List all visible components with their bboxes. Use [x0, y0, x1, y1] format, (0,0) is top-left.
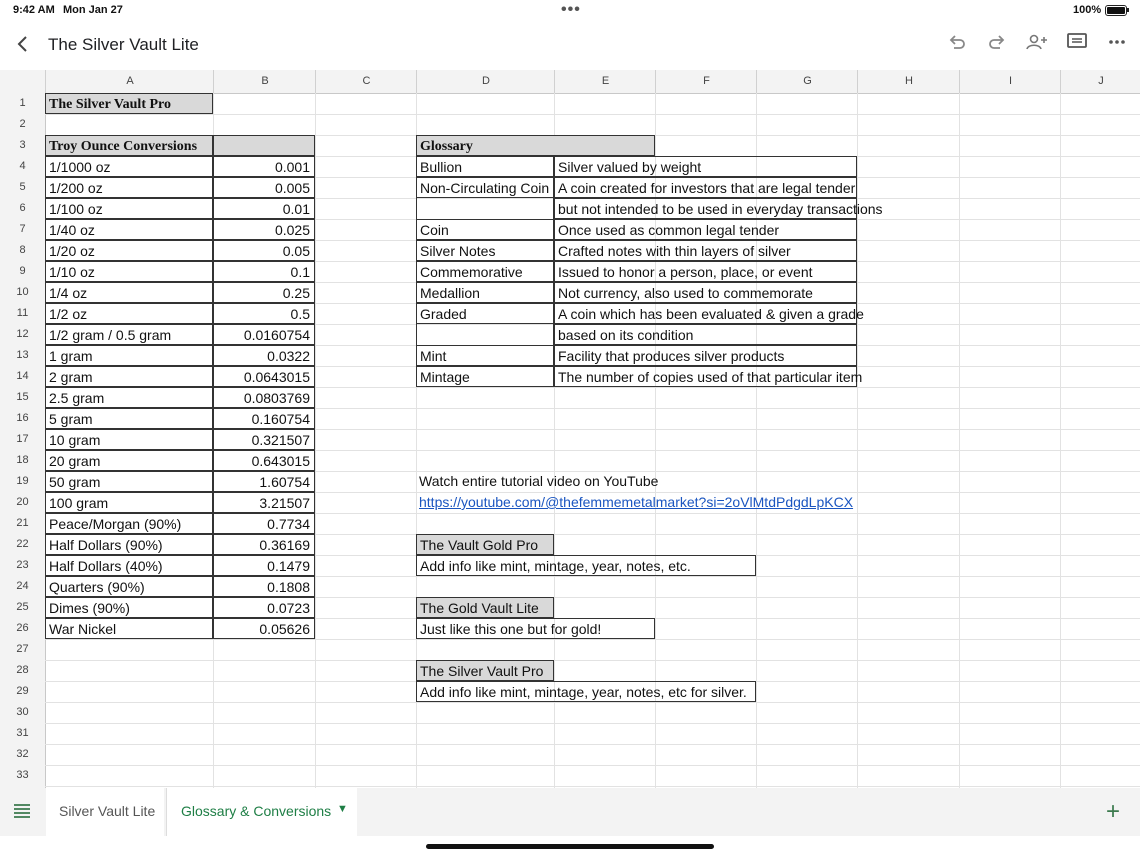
row-header-6[interactable]: 6 [19, 202, 26, 214]
conversion-label[interactable]: 1/1000 oz [45, 156, 213, 177]
grid-line [45, 765, 1140, 766]
conversion-label[interactable]: 1/2 gram / 0.5 gram [45, 324, 213, 345]
conversion-value[interactable]: 0.321507 [213, 429, 315, 450]
glossary-term[interactable] [416, 324, 554, 345]
battery-percent: 100% [1073, 4, 1102, 16]
glossary-definition[interactable]: Not currency, also used to commemorate [554, 282, 857, 303]
column-header-i[interactable]: I [959, 70, 1061, 93]
glossary-term[interactable]: Coin [416, 219, 554, 240]
column-header-b[interactable]: B [213, 70, 316, 93]
row-header-30[interactable]: 30 [16, 706, 29, 718]
row-header-32[interactable]: 32 [16, 748, 29, 760]
row-header-13[interactable]: 13 [16, 349, 29, 361]
more-icon[interactable] [1105, 32, 1129, 56]
row-header-27[interactable]: 27 [16, 643, 29, 655]
row-header-1[interactable]: 1 [19, 97, 26, 109]
column-header-h[interactable]: H [857, 70, 960, 93]
promo-description[interactable]: Just like this one but for gold! [416, 618, 655, 639]
conversion-label[interactable]: 100 gram [45, 492, 213, 513]
row-header-19[interactable]: 19 [16, 475, 29, 487]
column-header-j[interactable]: J [1060, 70, 1140, 93]
tutorial-text[interactable]: Watch entire tutorial video on YouTube [419, 473, 659, 489]
glossary-term[interactable]: Non-Circulating Coin [416, 177, 554, 198]
conversion-value[interactable]: 0.5 [213, 303, 315, 324]
row-header-24[interactable]: 24 [16, 580, 29, 592]
undo-icon[interactable] [945, 32, 969, 56]
conversion-value[interactable]: 0.36169 [213, 534, 315, 555]
conversion-value[interactable]: 0.0803769 [213, 387, 315, 408]
conversion-value[interactable]: 0.160754 [213, 408, 315, 429]
glossary-term[interactable]: Mint [416, 345, 554, 366]
row-header-31[interactable]: 31 [16, 727, 29, 739]
tab-label: Glossary & Conversions [181, 803, 332, 819]
row-header-17[interactable]: 17 [16, 433, 29, 445]
conversion-value[interactable]: 0.0723 [213, 597, 315, 618]
conversion-label[interactable]: 1/40 oz [45, 219, 213, 240]
multitask-dots-icon[interactable]: ••• [561, 1, 581, 18]
row-header-33[interactable]: 33 [16, 769, 29, 781]
row-header-7[interactable]: 7 [19, 223, 26, 235]
glossary-term[interactable]: Bullion [416, 156, 554, 177]
row-header-4[interactable]: 4 [19, 160, 26, 172]
conversion-label[interactable]: 10 gram [45, 429, 213, 450]
conversion-value[interactable]: 0.1479 [213, 555, 315, 576]
conversion-label[interactable]: 1/2 oz [45, 303, 213, 324]
row-header-29[interactable]: 29 [16, 685, 29, 697]
conversion-label[interactable]: 2.5 gram [45, 387, 213, 408]
row-header-28[interactable]: 28 [16, 664, 29, 676]
glossary-definition[interactable]: The number of copies used of that particular item [554, 366, 857, 387]
glossary-definition[interactable]: Facility that produces silver products [554, 345, 857, 366]
glossary-definition[interactable]: A coin which has been evaluated & given a grade [554, 303, 857, 324]
grid-line [45, 744, 1140, 745]
row-header-22[interactable]: 22 [16, 538, 29, 550]
glossary-term[interactable]: Mintage [416, 366, 554, 387]
column-header-d[interactable]: D [416, 70, 555, 93]
conversion-label[interactable]: 1 gram [45, 345, 213, 366]
grid-line [45, 660, 1140, 661]
glossary-definition[interactable]: A coin created for investors that are legal tender [554, 177, 857, 198]
add-person-icon[interactable] [1025, 32, 1049, 56]
conversion-label[interactable]: 1/4 oz [45, 282, 213, 303]
row-header-10[interactable]: 10 [16, 286, 29, 298]
grid-line [45, 786, 1140, 787]
row-header-5[interactable]: 5 [19, 181, 26, 193]
row-header-9[interactable]: 9 [19, 265, 26, 277]
battery-icon [1105, 5, 1127, 16]
redo-icon[interactable] [985, 32, 1009, 56]
column-header-a[interactable]: A [45, 70, 214, 93]
conversion-label[interactable]: 5 gram [45, 408, 213, 429]
conversion-value[interactable]: 0.025 [213, 219, 315, 240]
glossary-definition[interactable]: Crafted notes with thin layers of silver [554, 240, 857, 261]
conversion-value[interactable]: 0.1808 [213, 576, 315, 597]
row-header-25[interactable]: 25 [16, 601, 29, 613]
tab-dropdown-icon[interactable]: ▼ [337, 803, 348, 815]
row-header-11[interactable]: 11 [16, 307, 29, 319]
promo-description[interactable]: Add info like mint, mintage, year, notes, etc for silver. [416, 681, 756, 702]
row-header-14[interactable]: 14 [16, 370, 29, 382]
sheet-list-icon[interactable] [12, 802, 34, 822]
glossary-term[interactable]: Graded [416, 303, 554, 324]
tab-label: Silver Vault Lite [59, 803, 156, 819]
comment-icon[interactable] [1065, 32, 1089, 56]
conversion-value[interactable]: 0.643015 [213, 450, 315, 471]
column-header-g[interactable]: G [756, 70, 858, 93]
row-header-23[interactable]: 23 [16, 559, 29, 571]
conversion-value[interactable]: 0.01 [213, 198, 315, 219]
row-header-18[interactable]: 18 [16, 454, 29, 466]
promo-title[interactable]: The Gold Vault Lite [416, 597, 554, 618]
row-header-16[interactable]: 16 [16, 412, 29, 424]
glossary-term[interactable] [416, 198, 554, 219]
title-cell[interactable]: The Silver Vault Pro [45, 93, 213, 114]
conversion-value[interactable]: 0.0643015 [213, 366, 315, 387]
status-date: Mon Jan 27 [63, 4, 123, 16]
spreadsheet-grid[interactable] [0, 70, 1140, 788]
conversion-label[interactable]: Peace/Morgan (90%) [45, 513, 213, 534]
conversion-label[interactable]: War Nickel [45, 618, 213, 639]
tab-glossary-conversions[interactable] [166, 788, 357, 836]
row-header-21[interactable]: 21 [16, 517, 29, 529]
sheet-tab-bar [0, 788, 1140, 836]
glossary-term[interactable]: Commemorative [416, 261, 554, 282]
conversion-value[interactable]: 0.25 [213, 282, 315, 303]
promo-title[interactable]: The Vault Gold Pro [416, 534, 554, 555]
row-header-26[interactable]: 26 [16, 622, 29, 634]
conversion-label[interactable]: 1/200 oz [45, 177, 213, 198]
conversion-value[interactable]: 1.60754 [213, 471, 315, 492]
conversion-label[interactable]: 2 gram [45, 366, 213, 387]
conversion-value[interactable]: 0.0322 [213, 345, 315, 366]
conversion-value[interactable]: 0.1 [213, 261, 315, 282]
conversion-label[interactable]: Quarters (90%) [45, 576, 213, 597]
row-header-15[interactable]: 15 [16, 391, 29, 403]
select-all-corner[interactable] [0, 70, 45, 93]
conversion-value[interactable]: 0.005 [213, 177, 315, 198]
document-title[interactable]: The Silver Vault Lite [48, 35, 199, 54]
conversion-value[interactable]: 0.0160754 [213, 324, 315, 345]
grid-line [45, 114, 1140, 115]
tutorial-link[interactable]: https://youtube.com/@thefemmemetalmarket?si=2oVlMtdPdgdLpKCX [419, 494, 854, 510]
conversion-label[interactable]: 1/10 oz [45, 261, 213, 282]
glossary-definition[interactable]: Once used as common legal tender [554, 219, 857, 240]
conversion-label[interactable]: 20 gram [45, 450, 213, 471]
conversion-value[interactable]: 0.05 [213, 240, 315, 261]
conversion-value[interactable]: 0.7734 [213, 513, 315, 534]
app-toolbar [0, 22, 1140, 68]
glossary-definition[interactable]: but not intended to be used in everyday transactions [554, 198, 857, 219]
cell-area[interactable] [45, 93, 1140, 788]
row-header-3[interactable]: 3 [19, 139, 26, 151]
home-indicator [426, 844, 714, 849]
column-header-f[interactable]: F [655, 70, 757, 93]
row-header-8[interactable]: 8 [19, 244, 26, 256]
row-header-bar [0, 93, 46, 788]
conversion-label[interactable]: Half Dollars (90%) [45, 534, 213, 555]
promo-description[interactable]: Add info like mint, mintage, year, notes, etc. [416, 555, 756, 576]
promo-title[interactable]: The Silver Vault Pro [416, 660, 554, 681]
conversion-label[interactable]: 1/100 oz [45, 198, 213, 219]
conversion-label[interactable]: 50 gram [45, 471, 213, 492]
glossary-term[interactable]: Silver Notes [416, 240, 554, 261]
glossary-definition[interactable]: Issued to honor a person, place, or event [554, 261, 857, 282]
add-sheet-icon[interactable]: + [1106, 798, 1121, 825]
conversion-value[interactable]: 0.05626 [213, 618, 315, 639]
row-header-12[interactable]: 12 [16, 328, 29, 340]
status-time: 9:42 AM [13, 4, 55, 16]
row-header-2[interactable]: 2 [19, 118, 26, 130]
conversion-label[interactable]: Dimes (90%) [45, 597, 213, 618]
tab-silver-vault-lite[interactable] [46, 788, 164, 836]
glossary-term[interactable]: Medallion [416, 282, 554, 303]
status-bar [0, 0, 1140, 20]
conversions-header[interactable]: Troy Ounce Conversions [45, 135, 213, 156]
column-header-c[interactable]: C [315, 70, 417, 93]
back-chevron-icon[interactable] [13, 33, 33, 55]
glossary-definition[interactable]: based on its condition [554, 324, 857, 345]
glossary-definition[interactable]: Silver valued by weight [554, 156, 857, 177]
conversion-label[interactable]: Half Dollars (40%) [45, 555, 213, 576]
conversion-value[interactable]: 0.001 [213, 156, 315, 177]
conversion-value[interactable]: 3.21507 [213, 492, 315, 513]
row-header-20[interactable]: 20 [16, 496, 29, 508]
conversion-label[interactable]: 1/20 oz [45, 240, 213, 261]
grid-line [45, 723, 1140, 724]
column-header-bar [0, 70, 1140, 94]
glossary-header[interactable]: Glossary [416, 135, 655, 156]
header-fill-cell[interactable] [213, 135, 315, 156]
column-header-e[interactable]: E [554, 70, 656, 93]
